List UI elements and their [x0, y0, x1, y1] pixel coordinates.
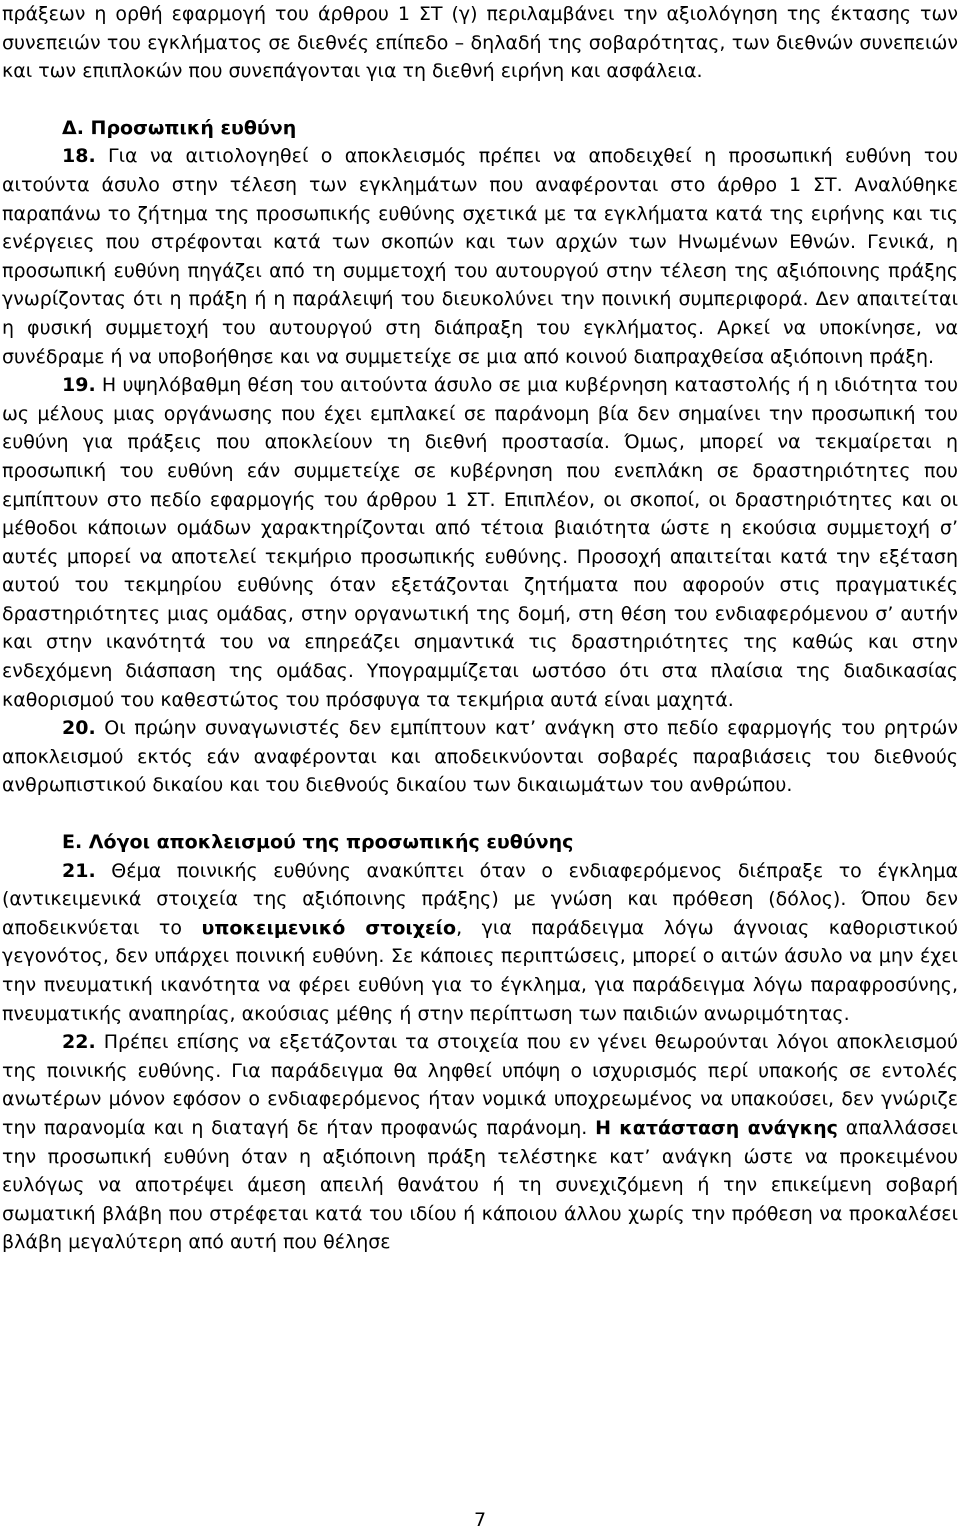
paragraph-text: Οι πρώην συναγωνιστές δεν εμπίπτουν κατ’ ανάγκη στο πεδίο εφαρμογής του ρητρών αποκλεισμού εκτός εάν αναφέρονται και αποδεικνύονται σοβαρές παραβιάσεις του διεθνούς ανθρωπιστικού δικαίου και του διεθνούς δικαίου των δικαιωμάτων του ανθρώπου. — [2, 717, 958, 797]
paragraph-text: Θέμα ποινικής ευθύνης ανακύπτει όταν ο ενδιαφερόμενος διέπραξε το έγκλημα (αντικειμενικά στοιχεία της αξιόποινης πράξης) με γνώση και πρόθεση (δόλος). Όπου δεν αποδεικνύεται το — [2, 859, 958, 939]
intro-paragraph: πράξεων η ορθή εφαρμογή του άρθρου 1 ΣΤ (γ) περιλαμβάνει την αξιολόγηση της έκτασης των συνεπειών του εγκλήματος σε διεθνές επίπεδο – δηλαδή της σοβαρότητας, των διεθνών συνεπειών και των επιπλοκών που συνεπάγονται για τη διεθνή ειρήνη και ασφάλεια. — [2, 3, 958, 83]
bold-term: Η κατάσταση ανάγκης — [595, 1116, 838, 1139]
paragraph-number: 20. — [62, 717, 96, 740]
paragraph-number: 22. — [62, 1031, 96, 1054]
section-d-heading: Δ. Προσωπική ευθύνη — [62, 116, 297, 139]
paragraph-18 — [2, 142, 958, 371]
paragraph-text: Η υψηλόβαθμη θέση του αιτούντα άσυλο σε μια κυβέρνηση καταστολής ή η ιδιότητα του ως μέλους μιας οργάνωσης που έχει εμπλακεί σε παράνομη βία δεν σημαίνει την προσωπική του ευθύνη για πράξεις που αποκλείουν τη διεθνή προστασία. Όμως, μπορεί να τεκμαίρεται η προσωπική του ευθύνη εάν συμμετείχε σε κυβέρνηση που ενεπλάκη σε δραστηριότητες που εμπίπτουν στο πεδίο εφαρμογής του άρθρου 1 ΣΤ. Επιπλέον, οι σκοποί, οι δραστηριότητες και οι μέθοδοι κάποιων ομάδων χαρακτηρίζονται από τέτοια βιαιότητα ώστε η εκούσια συμμετοχή σ’ αυτές μπορεί να αποτελεί τεκμήριο προσωπικής ευθύνης. Προσοχή απαιτείται κατά την εξέταση αυτού του τεκμηρίου ευθύνης όταν εξετάζονται ζητήματα που αφορούν στις πραγματικές δραστηριότητες μιας ομάδας, στην οργανωτική της δομή, στη θέση του ενδιαφερόμενου σ’ αυτήν και στην ικανότητά του να επηρεάζει σημαντικά τις δραστηριότητες της καθώς και στην ενδεχόμενη διάσπαση της ομάδας. Υπογραμμίζεται ωστόσο ότι στα πλαίσια της διαδικασίας καθορισμού του καθεστώτος του πρόσφυγα τα τεκμήρια αυτά είναι μαχητά. — [2, 374, 958, 711]
paragraph-number: 18. — [62, 145, 96, 168]
spacer — [2, 86, 958, 114]
paragraph-text: Πρέπει επίσης να εξετάζονται τα στοιχεία που εν γένει θεωρούνται λόγοι αποκλεισμού της ποινικής ευθύνης. Για παράδειγμα θα ληφθεί υπόψη ο ισχυρισμός περί υπακοής σε εντολές ανωτέρων μόνον εφόσον ο ενδιαφερόμενος ήταν νομικά υποχρεωμένος να υπακούσει, δεν γνώριζε την παρανομία και η διαταγή δε ήταν προφανώς παράνομη. — [2, 1031, 958, 1139]
paragraph-text: Για να αιτιολογηθεί ο αποκλεισμός πρέπει να αποδειχθεί η προσωπική ευθύνη του αιτούντα άσυλο στην τέλεση των εγκλημάτων που αναφέρονται στο άρθρο 1 ΣΤ. Αναλύθηκε παραπάνω το ζήτημα της προσωπικής ευθύνης σχετικά με τα εγκλήματα κατά της ειρήνης και τις ενέργειες που στρέφονται κατά των σκοπών και των αρχών των Ηνωμένων Εθνών. Γενικά, η προσωπική ευθύνη πηγάζει από τη συμμετοχή του αυτουργού στην τέλεση της αξιόποινης πράξης γνωρίζοντας ότι η πράξη ή η παράλειψή του διευκολύνει την ποινική συμπεριφορά. Δεν απαιτείται η φυσική συμμετοχή του αυτουργού στη διάπραξη του εγκλήματος. Αρκεί να υποκίνησε, να συνέδραμε ή να υποβοήθησε και να συμμετείχε σε μια από κοινού διαπραχθείσα αξιόποινη πράξη. — [2, 145, 958, 368]
paragraph-21 — [2, 857, 958, 1029]
paragraph-text: απαλλάσσει την προσωπική ευθύνη όταν η αξιόποινη πράξη τελέστηκε κατ’ ανάγκη ώστε να προκειμένου ευλόγως να αποτρέψει άμεση απειλή θανάτου ή τη συνεχιζόμενη ή την επικείμενη σοβαρή σωματική βλάβη που στρέφεται κατά του ιδίου ή κάποιου άλλου χωρίς την πρόθεση να προκαλέσει βλάβη μεγαλύτερη από αυτή που θέλησε — [2, 1116, 958, 1254]
paragraph-number: 19. — [62, 374, 96, 397]
paragraph-number: 21. — [62, 859, 96, 882]
page-number: 7 — [473, 1509, 487, 1531]
spacer — [2, 800, 958, 828]
section-e-heading: Ε. Λόγοι αποκλεισμού της προσωπικής ευθύνης — [62, 831, 574, 854]
paragraph-19 — [2, 371, 958, 714]
paragraph-20 — [2, 714, 958, 800]
paragraph-22 — [2, 1028, 958, 1257]
bold-term: υποκειμενικό στοιχείο — [201, 916, 457, 939]
paragraph-text: , για παράδειγμα λόγω άγνοιας καθοριστικού γεγονότος, δεν υπάρχει ποινική ευθύνη. Σε κάποιες περιπτώσεις, μπορεί ο αιτών άσυλο να μην έχει την πνευματική ικανότητα να φέρει ευθύνη για το έγκλημα, για παράδειγμα λόγω παραφροσύνης, πνευματικής αναπηρίας, ακούσιας μέθης ή στην περίπτωση των παιδιών ανωριμότητας. — [2, 916, 958, 1025]
